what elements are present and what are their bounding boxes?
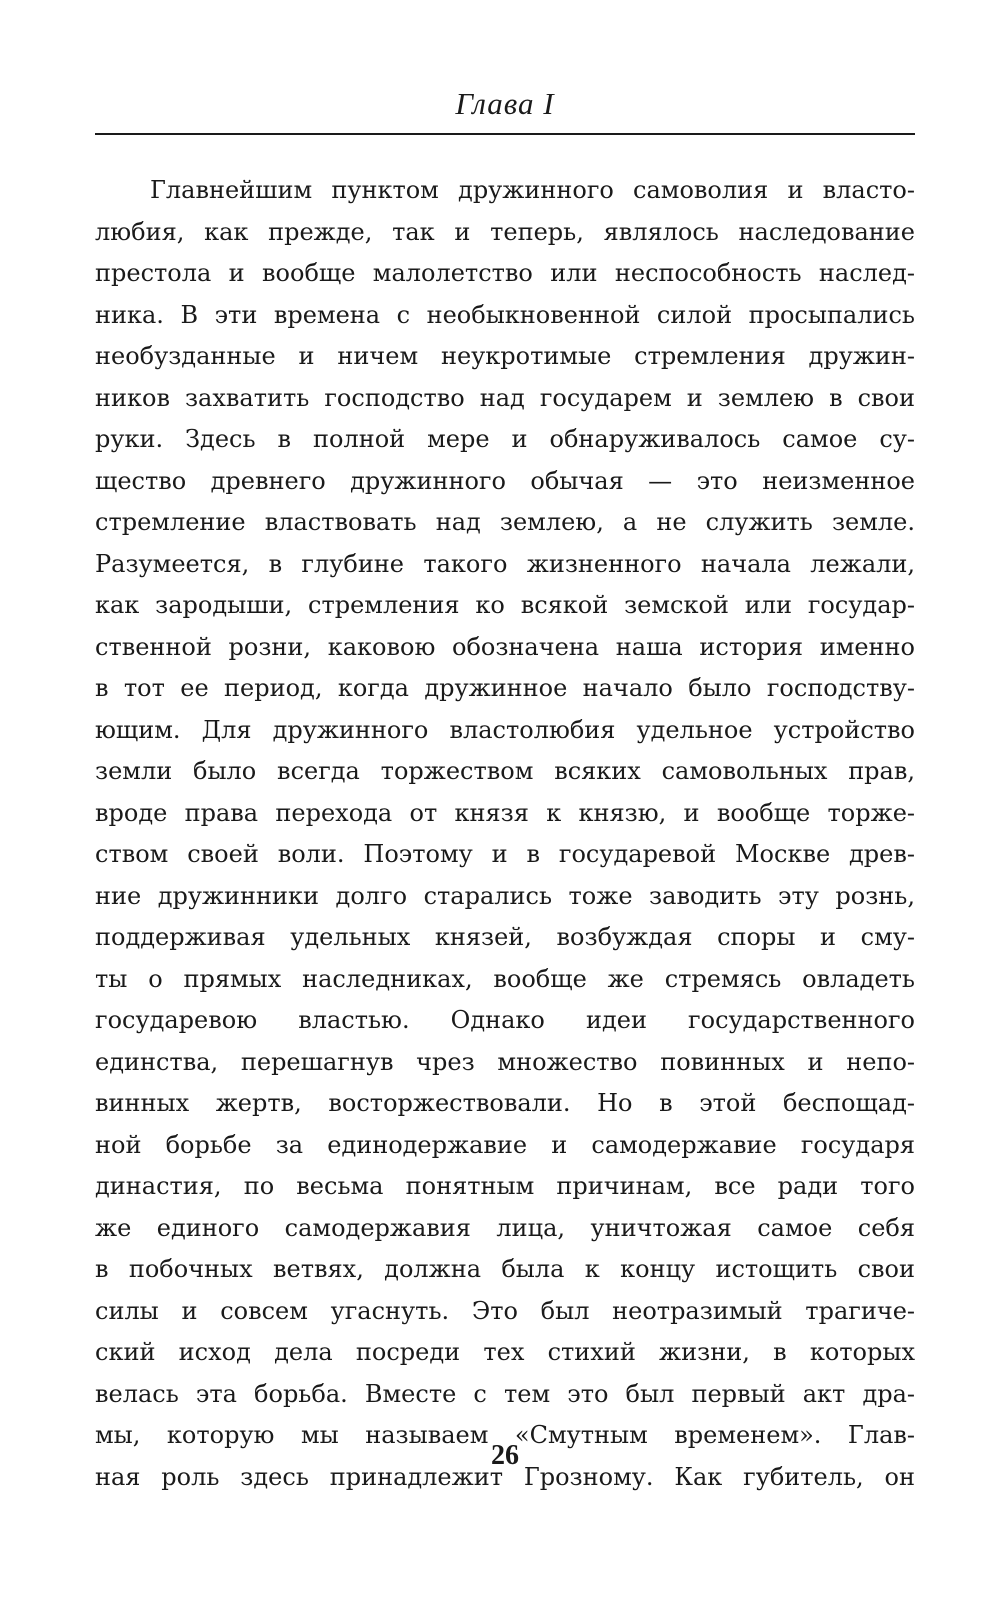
text-line: силы и совсем угаснуть. Это был неотразимый трагиче- — [95, 1296, 915, 1325]
text-line: ты о прямых наследниках, вообще же стремясь овладеть — [95, 964, 915, 993]
body-text — [95, 170, 915, 1498]
text-line: ством своей воли. Поэтому и в государевой Москве древ- — [95, 840, 915, 868]
text-line: необузданные и ничем неукротимые стремления дружин- — [95, 342, 915, 370]
running-head: Глава I — [455, 86, 555, 121]
text-line: государевою властью. Однако идеи государственного — [95, 1006, 915, 1034]
text-line: династия, по весьма понятным причинам, все ради того — [95, 1172, 915, 1200]
text-line: вроде права перехода от князя к князю, и вообще торже- — [95, 798, 915, 827]
text-line: престола и вообще малолетство или неспособность наслед- — [95, 259, 915, 287]
text-line: руки. Здесь в полной мере и обнаруживалось самое су- — [95, 425, 915, 453]
text-line: ников захватить господство над государем и землею в свои — [95, 383, 915, 412]
text-line: же единого самодержавия лица, уничтожая самое себя — [95, 1213, 915, 1242]
text-line: ной борьбе за единодержавие и самодержавие государя — [95, 1130, 915, 1159]
text-line: стремление властвовать над землею, а не служить земле. — [95, 508, 915, 536]
text-line: поддерживая удельных князей, возбуждая споры и сму- — [95, 923, 915, 951]
text-line: ющим. Для дружинного властолюбия удельное устройство — [95, 715, 915, 744]
text-line: щество древнего дружинного обычая — это неизменное — [95, 466, 915, 495]
text-line: ственной розни, каковою обозначена наша история именно — [95, 632, 915, 661]
text-line: любия, как прежде, так и теперь, являлось наследование — [95, 217, 915, 246]
text-line: Разумеется, в глубине такого жизненного начала лежали, — [95, 549, 915, 578]
text-line: как зародыши, стремления ко всякой земской или государ- — [95, 591, 915, 619]
text-line: ника. В эти времена с необыкновенной силой просыпались — [95, 300, 915, 329]
text-line: мы, которую мы называем «Смутным временем». Глав- — [95, 1421, 915, 1449]
text-line: в побочных ветвях, должна была к концу истощить свои — [95, 1255, 915, 1283]
text-line: в тот ее период, когда дружинное начало было господству- — [95, 674, 915, 702]
text-line: велась эта борьба. Вместе с тем это был первый акт дра- — [95, 1379, 915, 1408]
text-line: винных жертв, восторжествовали. Но в этой беспощад- — [95, 1089, 915, 1117]
page-number: 26 — [491, 1440, 519, 1471]
text-line: ский исход дела посреди тех стихий жизни, в которых — [95, 1338, 915, 1366]
text-line: ние дружинники долго старались тоже заводить эту рознь, — [95, 881, 915, 910]
text-line: Главнейшим пунктом дружинного самоволия и власто- — [150, 176, 915, 204]
text-line: ная роль здесь принадлежит Грозному. Как губитель, он — [95, 1462, 915, 1491]
text-line: единства, перешагнув чрез множество повинных и непо- — [95, 1047, 915, 1076]
text-line: земли было всегда торжеством всяких самовольных прав, — [95, 757, 915, 785]
header-rule — [95, 133, 915, 135]
